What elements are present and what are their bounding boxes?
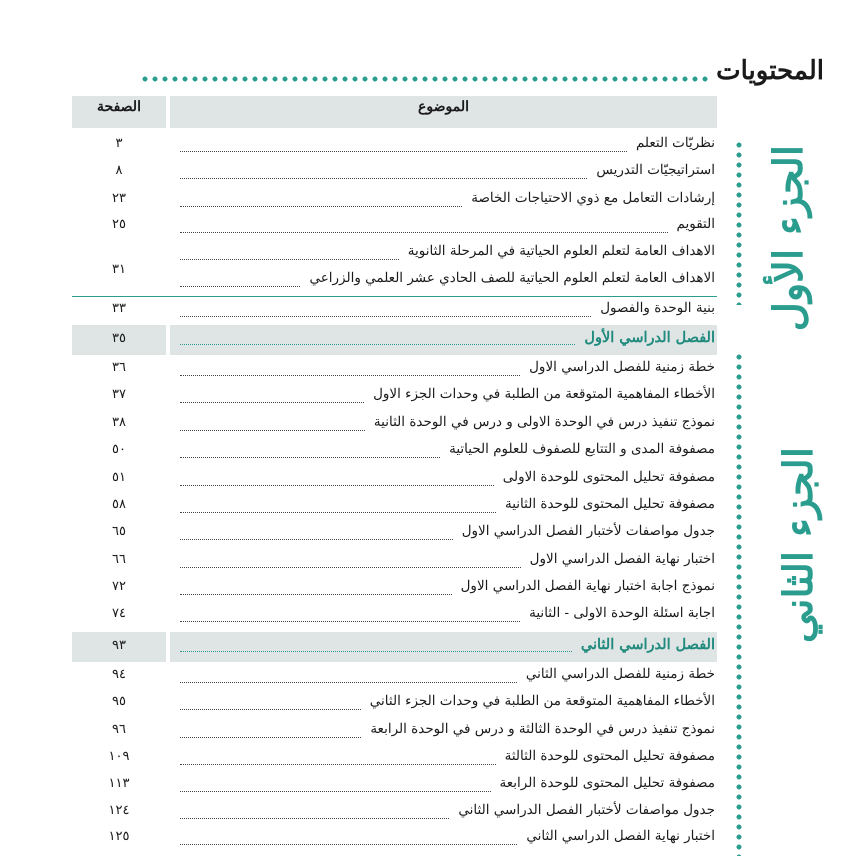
dot-leader — [180, 344, 575, 345]
toc-row — [72, 746, 717, 772]
toc-row — [72, 576, 717, 602]
entry-title: الاهداف العامة لتعلم العلوم الحياتية في المرحلة الثانوية — [403, 243, 715, 259]
entry-page-number: ٥٠ — [112, 442, 126, 457]
chapter-cell-divider — [166, 632, 170, 662]
toc-row — [72, 467, 717, 493]
toc-row — [72, 188, 717, 214]
entry-title: خطة زمنية للفصل الدراسي الاول — [524, 359, 715, 375]
entry-page-number: ٣٦ — [112, 360, 126, 375]
dot-leader — [180, 539, 453, 540]
entry-title: مصفوفة تحليل المحتوى للوحدة الرابعة — [495, 775, 715, 791]
entry-title: مصفوفة تحليل المحتوى للوحدة الاولى — [498, 469, 715, 485]
entry-page-number: ٩٣ — [112, 638, 126, 653]
toc-row — [72, 241, 717, 267]
entry-page-number: ٩٥ — [112, 694, 126, 709]
dot-leader — [180, 402, 364, 403]
dot-leader — [180, 430, 365, 431]
dot-leader — [180, 375, 520, 376]
toc-row — [72, 412, 717, 438]
entry-title: نظريّات التعلم — [631, 135, 715, 151]
dot-leader — [180, 232, 668, 233]
dot-leader — [180, 485, 494, 486]
entry-page-number: ٩٤ — [112, 667, 126, 682]
dot-leader — [180, 206, 462, 207]
toc-row — [72, 664, 717, 690]
toc-row — [72, 800, 717, 826]
toc-row — [72, 826, 717, 852]
entry-title: نموذج تنفيذ درس في الوحدة الثالثة و درس في الوحدة الرابعة — [365, 721, 715, 737]
part1-label: الجزء الأول — [765, 145, 812, 332]
entry-page-number: ١٠٩ — [108, 749, 130, 764]
entry-title: الاهداف العامة لتعلم العلوم الحياتية للصف الحادي عشر العلمي والزراعي — [304, 270, 715, 286]
entry-page-number: ٣٥ — [112, 331, 126, 346]
title-dotted-rule — [140, 76, 708, 82]
entry-page-number: ٢٥ — [112, 217, 126, 232]
toc-row — [72, 133, 717, 159]
dot-leader — [180, 737, 361, 738]
entry-title: اختبار نهاية الفصل الدراسي الاول — [525, 551, 715, 567]
entry-title: مصفوفة المدى و التتابع للصفوف للعلوم الحياتية — [444, 441, 715, 457]
toc-row — [72, 268, 717, 294]
chapter-row — [72, 632, 717, 662]
toc-row — [72, 603, 717, 629]
toc-row — [72, 691, 717, 717]
entry-title: الأخطاء المفاهمية المتوقعة من الطلبة في وحدات الجزء الاول — [368, 386, 715, 402]
dot-leader — [180, 621, 520, 622]
toc-row — [72, 773, 717, 799]
entry-title: نموذج اجابة اختبار نهاية الفصل الدراسي الاول — [456, 578, 715, 594]
entry-page-number: ٨ — [115, 163, 123, 178]
dot-leader — [180, 512, 496, 513]
entry-title: استراتيجيّات التدريس — [591, 162, 715, 178]
entry-title: إرشادات التعامل مع ذوي الاحتياجات الخاصة — [466, 190, 715, 206]
dot-leader — [180, 844, 517, 845]
entry-title: اجابة اسئلة الوحدة الاولى - الثانية — [524, 605, 715, 621]
entry-page-number: ٣٧ — [112, 387, 126, 402]
dot-leader — [180, 682, 517, 683]
entry-title: الفصل الدراسي الثاني — [576, 636, 715, 653]
entry-title: بنية الوحدة والفصول — [595, 300, 715, 316]
dot-leader — [180, 764, 496, 765]
entry-page-number: ٣٣ — [112, 301, 126, 316]
dot-leader — [180, 651, 572, 652]
dot-leader — [180, 791, 491, 792]
part-separator-rule — [72, 296, 717, 297]
toc-row — [72, 357, 717, 383]
entry-title: التقويم — [672, 216, 715, 232]
entry-page-number: ٦٦ — [112, 552, 126, 567]
toc-row — [72, 521, 717, 547]
toc-row — [72, 549, 717, 575]
toc-row — [72, 384, 717, 410]
part2-label: الجزء الثاني — [775, 447, 822, 643]
chapter-cell-divider — [166, 325, 170, 355]
dot-leader — [180, 594, 452, 595]
entry-page-number: ٧٤ — [112, 606, 126, 621]
entry-page-number: ١٢٤ — [108, 803, 130, 818]
part1-dotted-rule — [736, 140, 742, 305]
merged-page-number: ٣١ — [112, 262, 126, 277]
entry-title: جدول مواصفات لأختبار الفصل الدراسي الاول — [457, 523, 715, 539]
entry-title: الفصل الدراسي الأول — [579, 329, 715, 346]
header-page-label: الصفحة — [97, 99, 141, 115]
entry-page-number: ١١٣ — [108, 776, 130, 791]
entry-title: مصفوفة تحليل المحتوى للوحدة الثالثة — [500, 748, 715, 764]
dot-leader — [180, 151, 627, 152]
toc-row — [72, 719, 717, 745]
dot-leader — [180, 709, 361, 710]
dot-leader — [180, 818, 449, 819]
chapter-row — [72, 325, 717, 355]
dot-leader — [180, 316, 591, 317]
dot-leader — [180, 259, 399, 260]
toc-row — [72, 298, 717, 324]
entry-title: جدول مواصفات لأختبار الفصل الدراسي الثاني — [453, 802, 715, 818]
entry-page-number: ٧٢ — [112, 579, 126, 594]
part2-dotted-rule — [736, 352, 742, 856]
entry-page-number: ٥٨ — [112, 497, 126, 512]
toc-row — [72, 494, 717, 520]
entry-title: نموذج تنفيذ درس في الوحدة الاولى و درس في الوحدة الثانية — [369, 414, 715, 430]
dot-leader — [180, 567, 521, 568]
dot-leader — [180, 286, 300, 287]
entry-page-number: ٥١ — [112, 470, 126, 485]
entry-title: خطة زمنية للفصل الدراسي الثاني — [521, 666, 715, 682]
toc-row — [72, 214, 717, 240]
entry-page-number: ١٢٥ — [108, 829, 130, 844]
dot-leader — [180, 178, 587, 179]
toc-row — [72, 439, 717, 465]
entry-page-number: ٦٥ — [112, 524, 126, 539]
entry-page-number: ٢٣ — [112, 191, 126, 206]
entry-page-number: ٣ — [115, 136, 123, 151]
page-title: المحتويات — [716, 56, 824, 86]
entry-page-number: ٣٨ — [112, 415, 126, 430]
entry-page-number: ٩٦ — [112, 722, 126, 737]
entry-title: اختبار نهاية الفصل الدراسي الثاني — [521, 828, 715, 844]
dot-leader — [180, 457, 440, 458]
toc-row — [72, 160, 717, 186]
header-topic-label: الموضوع — [418, 99, 469, 115]
entry-title: الأخطاء المفاهمية المتوقعة من الطلبة في وحدات الجزء الثاني — [365, 693, 715, 709]
entry-title: مصفوفة تحليل المحتوى للوحدة الثانية — [500, 496, 715, 512]
